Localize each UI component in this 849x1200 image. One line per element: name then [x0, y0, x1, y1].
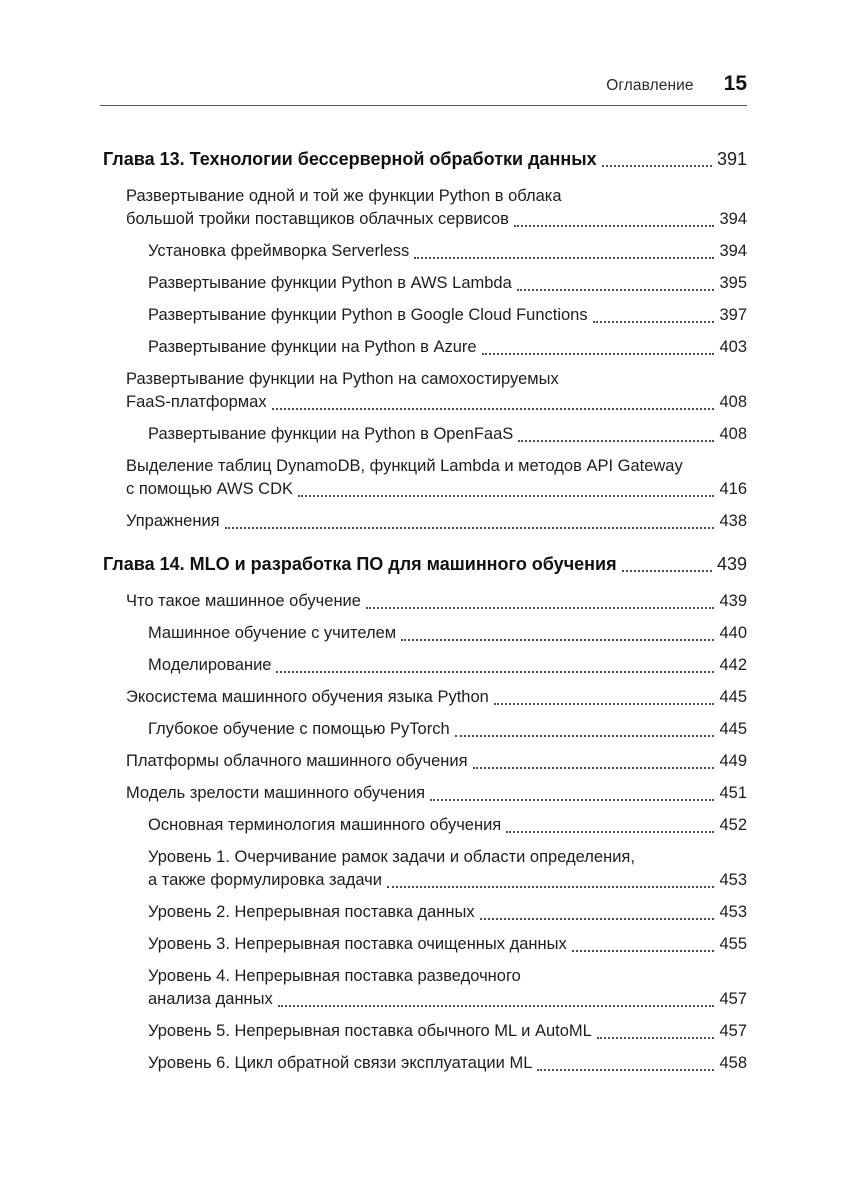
toc-entry-label: Платформы облачного машинного обучения — [126, 752, 468, 770]
running-header — [100, 72, 747, 96]
toc-entry-page-number: 438 — [719, 512, 747, 530]
toc-entry — [100, 933, 747, 956]
toc-entry-page-number: 449 — [719, 752, 747, 770]
dot-leader — [572, 950, 715, 952]
dot-leader — [622, 570, 712, 572]
toc-entry-label: Развертывание функции на Python в Azure — [148, 338, 477, 356]
toc-entry-last-line — [148, 622, 747, 645]
toc-entry-last-line — [126, 510, 747, 533]
toc-entry — [100, 965, 747, 1011]
toc-entry — [100, 510, 747, 533]
toc-entry-line: Уровень 4. Непрерывная поставка разведочного — [148, 967, 521, 985]
toc-entry-line: Выделение таблиц DynamoDB, функций Lambda и методов API Gateway — [126, 457, 683, 475]
dot-leader — [494, 703, 715, 705]
toc-entry-page-number: 403 — [719, 338, 747, 356]
toc-entry-last-line — [148, 423, 747, 446]
dot-leader — [366, 607, 715, 609]
dot-leader — [482, 353, 715, 355]
toc-chapter-title — [100, 553, 747, 576]
toc-chapter-title-label: Глава 13. Технологии бессерверной обработки данных — [103, 149, 597, 169]
toc-chapter-page-number: 391 — [716, 149, 747, 169]
dot-leader — [602, 165, 712, 167]
toc-entry-last-line — [148, 814, 747, 837]
toc-entry-page-number: 440 — [719, 624, 747, 642]
toc-chapter-title-label: Глава 14. MLO и разработка ПО для машинного обучения — [103, 554, 617, 574]
toc-entry-last-line — [148, 336, 747, 359]
toc-entry-page-number: 458 — [719, 1054, 747, 1072]
dot-leader — [506, 831, 714, 833]
dot-leader — [278, 1005, 715, 1007]
toc-entry-label: Глубокое обучение с помощью PyTorch — [148, 720, 450, 738]
toc-entry-page-number: 395 — [719, 274, 747, 292]
dot-leader — [430, 799, 714, 801]
toc-entry-label: Уровень 3. Непрерывная поставка очищенных данных — [148, 935, 567, 953]
toc-entry-page-number: 394 — [719, 242, 747, 260]
toc-entry-label: Уровень 5. Непрерывная поставка обычного ML и AutoML — [148, 1022, 592, 1040]
toc-entry-last-line — [148, 1052, 747, 1075]
toc-entry — [100, 240, 747, 263]
toc-entry-label: Экосистема машинного обучения языка Python — [126, 688, 489, 706]
toc-entry-label: большой тройки поставщиков облачных сервисов — [126, 210, 509, 228]
toc-entry-page-number: 445 — [719, 720, 747, 738]
toc-entry — [100, 846, 747, 892]
toc-entry-line: Развертывание одной и той же функции Python в облака — [126, 187, 562, 205]
toc-entry — [100, 304, 747, 327]
toc-entry-label: Развертывание функции Python в AWS Lambda — [148, 274, 512, 292]
toc-entry-page-number: 452 — [719, 816, 747, 834]
toc-entry-page-number: 455 — [719, 935, 747, 953]
toc-entry-last-line — [126, 686, 747, 709]
toc-entry-label: Установка фреймворка Serverless — [148, 242, 410, 260]
toc-entry — [100, 750, 747, 773]
toc-entry-label: Развертывание функции на Python в OpenFaaS — [148, 425, 514, 443]
header-page-number: 15 — [723, 72, 747, 95]
header-rule — [100, 105, 747, 106]
toc-entry — [100, 782, 747, 805]
toc-entry-label: Упражнения — [126, 512, 220, 530]
toc-entry-label: анализа данных — [148, 990, 273, 1008]
toc-entry-last-line — [126, 391, 747, 414]
toc-entry-label: Развертывание функции Python в Google Cloud Functions — [148, 306, 588, 324]
toc-entry — [100, 718, 747, 741]
toc-entry — [100, 1020, 747, 1043]
toc-entry — [100, 622, 747, 645]
toc-entry-last-line — [126, 782, 747, 805]
dot-leader — [272, 408, 715, 410]
toc-entry-last-line — [148, 1020, 747, 1043]
toc-entry — [100, 455, 747, 501]
toc-entry-label: Модель зрелости машинного обучения — [126, 784, 426, 802]
toc-entry-page-number: 394 — [719, 210, 747, 228]
toc-entry-page-number: 397 — [719, 306, 747, 324]
dot-leader — [387, 886, 714, 888]
dot-leader — [473, 767, 715, 769]
toc-entry-label: FaaS-платформах — [126, 393, 267, 411]
toc-entry-last-line — [126, 208, 747, 231]
toc-entry-page-number: 442 — [719, 656, 747, 674]
toc-entry-label: Уровень 6. Цикл обратной связи эксплуатации ML — [148, 1054, 533, 1072]
toc-entry — [100, 814, 747, 837]
toc-entry-label: Основная терминология машинного обучения — [148, 816, 502, 834]
toc-entry-line: Развертывание функции на Python на самохостируемых — [126, 370, 559, 388]
toc-entry-last-line — [126, 590, 747, 613]
toc-entry-label: с помощью AWS CDK — [126, 480, 293, 498]
toc — [100, 148, 747, 1075]
toc-entry-label: Уровень 2. Непрерывная поставка данных — [148, 903, 475, 921]
toc-entry-line: Уровень 1. Очерчивание рамок задачи и области определения, — [148, 848, 635, 866]
toc-entry-last-line — [126, 478, 747, 501]
toc-entry-page-number: 453 — [719, 903, 747, 921]
toc-entry — [100, 423, 747, 446]
toc-chapter-title — [100, 148, 747, 171]
toc-entry-label: Моделирование — [148, 656, 272, 674]
toc-entry-page-number: 408 — [719, 425, 747, 443]
dot-leader — [517, 289, 715, 291]
toc-entry — [100, 185, 747, 231]
toc-chapter-page-number: 439 — [716, 554, 747, 574]
toc-entry-last-line — [148, 654, 747, 677]
toc-entry — [100, 654, 747, 677]
toc-entry-last-line — [148, 869, 747, 892]
toc-entry-page-number: 408 — [719, 393, 747, 411]
toc-entry-last-line — [126, 750, 747, 773]
toc-entry — [100, 590, 747, 613]
header-section-label: Оглавление — [606, 77, 694, 94]
toc-entry — [100, 686, 747, 709]
dot-leader — [480, 918, 715, 920]
dot-leader — [276, 671, 714, 673]
toc-entry-last-line — [148, 901, 747, 924]
dot-leader — [597, 1037, 715, 1039]
toc-entry — [100, 272, 747, 295]
toc-entry-label: а также формулировка задачи — [148, 871, 382, 889]
toc-entry-page-number: 451 — [719, 784, 747, 802]
toc-entry-label: Что такое машинное обучение — [126, 592, 361, 610]
toc-entry — [100, 368, 747, 414]
toc-entry-last-line — [148, 240, 747, 263]
dot-leader — [455, 735, 715, 737]
toc-entry-page-number: 416 — [719, 480, 747, 498]
dot-leader — [593, 321, 715, 323]
toc-entry-page-number: 439 — [719, 592, 747, 610]
dot-leader — [401, 639, 714, 641]
toc-entry-last-line — [148, 272, 747, 295]
toc-entry — [100, 336, 747, 359]
toc-entry — [100, 901, 747, 924]
toc-entry-last-line — [148, 718, 747, 741]
dot-leader — [414, 257, 714, 259]
toc-entry-last-line — [148, 304, 747, 327]
dot-leader — [518, 440, 714, 442]
toc-entry — [100, 1052, 747, 1075]
dot-leader — [514, 225, 715, 227]
dot-leader — [225, 527, 715, 529]
dot-leader — [537, 1069, 714, 1071]
toc-entry-page-number: 457 — [719, 990, 747, 1008]
toc-entry-page-number: 445 — [719, 688, 747, 706]
toc-entry-last-line — [148, 933, 747, 956]
toc-entry-last-line — [148, 988, 747, 1011]
toc-entry-label: Машинное обучение с учителем — [148, 624, 397, 642]
toc-entry-page-number: 453 — [719, 871, 747, 889]
dot-leader — [298, 495, 714, 497]
toc-entry-page-number: 457 — [719, 1022, 747, 1040]
